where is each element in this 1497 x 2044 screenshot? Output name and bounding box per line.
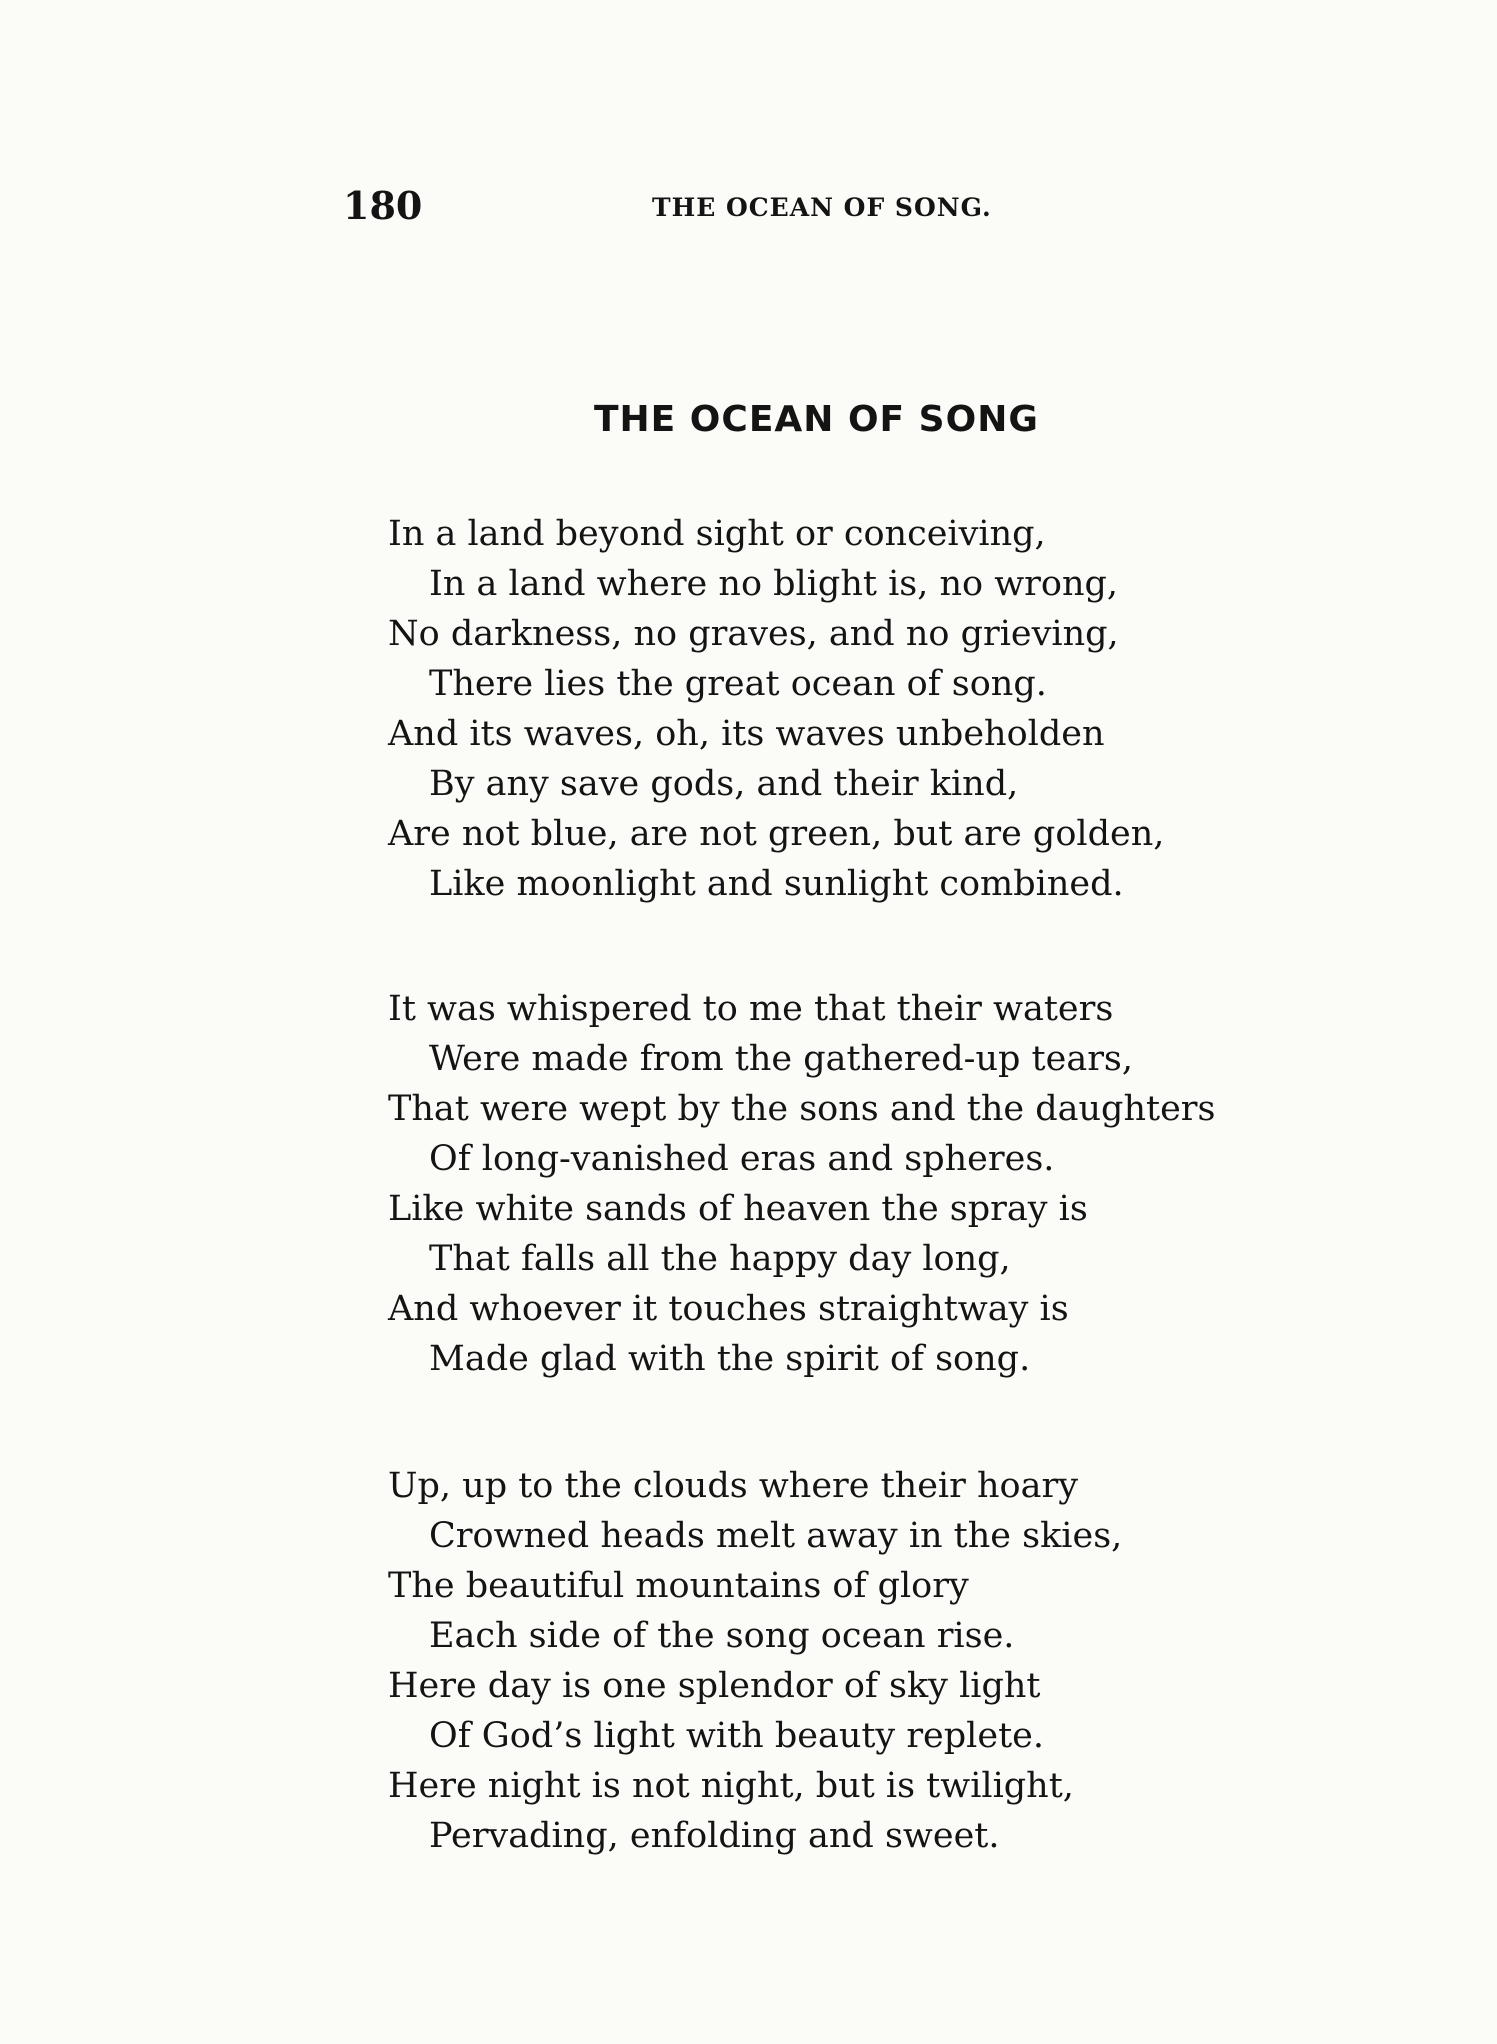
- poem-line: And whoever it touches straightway is: [388, 1289, 1069, 1329]
- poem-line: Crowned heads melt away in the skies,: [429, 1516, 1123, 1556]
- poem-line: That were wept by the sons and the daughters: [388, 1089, 1216, 1129]
- poem-line: No darkness, no graves, and no grieving,: [388, 614, 1119, 654]
- poem-line: Like white sands of heaven the spray is: [388, 1189, 1088, 1229]
- poem-line: Of God’s light with beauty replete.: [429, 1716, 1044, 1756]
- poem-line: By any save gods, and their kind,: [429, 764, 1019, 804]
- poem-line: Are not blue, are not green, but are golden,: [388, 814, 1165, 854]
- poem-line: Were made from the gathered-up tears,: [429, 1039, 1134, 1079]
- poem-line: Here day is one splendor of sky light: [388, 1666, 1041, 1706]
- poem-line: Like moonlight and sunlight combined.: [429, 864, 1124, 904]
- poem-line: Made glad with the spirit of song.: [429, 1339, 1031, 1379]
- poem-line: The beautiful mountains of glory: [388, 1566, 969, 1606]
- poem-line: And its waves, oh, its waves unbeholden: [388, 714, 1105, 754]
- poem-line: Of long-vanished eras and spheres.: [429, 1139, 1055, 1179]
- running-head: THE OCEAN OF SONG.: [652, 193, 992, 222]
- poem-line: Up, up to the clouds where their hoary: [388, 1466, 1078, 1506]
- poem-line: In a land where no blight is, no wrong,: [429, 564, 1119, 604]
- stanza-2: [388, 984, 1388, 1384]
- page-number: 180: [343, 183, 423, 228]
- poem-line: There lies the great ocean of song.: [429, 664, 1047, 704]
- poem-line: Here night is not night, but is twilight,: [388, 1766, 1074, 1806]
- poem-line: Pervading, enfolding and sweet.: [429, 1816, 1000, 1856]
- poem-line: Each side of the song ocean rise.: [429, 1616, 1015, 1656]
- poem-line: In a land beyond sight or conceiving,: [388, 514, 1046, 554]
- poem-line: It was whispered to me that their waters: [388, 989, 1114, 1029]
- poem-title: THE OCEAN OF SONG: [594, 399, 1039, 440]
- stanza-3: [388, 1461, 1388, 1861]
- stanza-1: [388, 509, 1388, 909]
- poem-line: That falls all the happy day long,: [429, 1239, 1011, 1279]
